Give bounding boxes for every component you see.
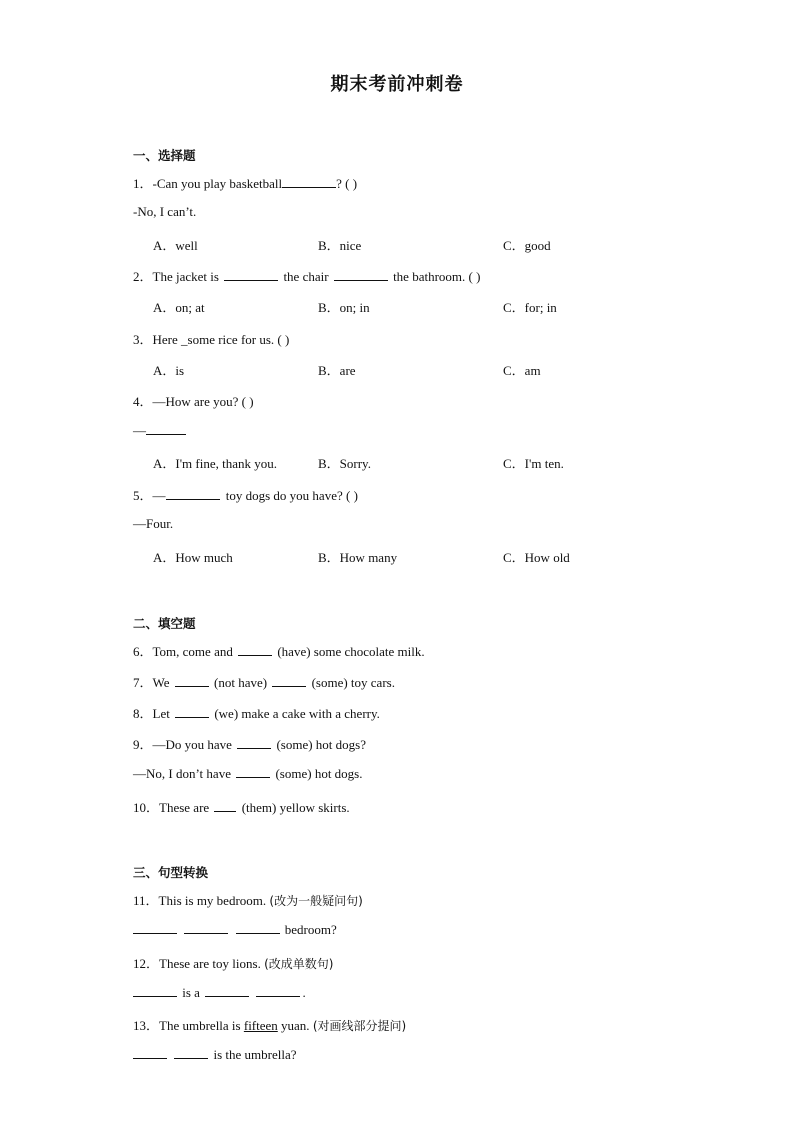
question-number: 11． [133,893,159,908]
question-text: ? ( ) [336,176,358,191]
option-c[interactable]: C．for; in [503,300,557,315]
answer-blank[interactable] [282,175,336,188]
option-a[interactable]: A．well [153,238,198,253]
answer-blank[interactable] [205,984,249,997]
answer-blank[interactable] [175,705,209,718]
question-text: is a [182,985,200,1000]
option-c[interactable]: C．am [503,363,541,378]
question-text: (them) yellow skirts. [241,800,350,815]
question-11 [133,890,363,909]
question-text: This is my bedroom. [158,893,267,908]
question-number: 7． [133,675,153,690]
option-a[interactable]: A．on; at [153,300,205,315]
question-text: —How are you? ( ) [152,394,254,409]
question-4 [133,391,254,410]
answer-blank[interactable] [237,736,271,749]
question-10 [133,797,350,816]
question-text: -Can you play basketball [152,176,283,191]
answer-blank[interactable] [214,799,236,812]
question-4-reply [133,422,186,439]
question-text: is the umbrella? [213,1047,297,1062]
question-1 [133,173,357,192]
question-text: —Do you have [152,737,232,752]
answer-blank[interactable] [133,921,177,934]
question-text: (we) make a cake with a cherry. [214,706,380,721]
question-number: 8． [133,706,153,721]
option-b[interactable]: B．How many [318,550,398,565]
question-number: 2． [133,269,153,284]
option-b[interactable]: B．nice [318,238,362,253]
question-9 [133,734,366,753]
option-a[interactable]: A．I'm fine, thank you. [153,456,278,471]
question-12 [133,953,333,972]
question-11-answer [133,921,337,938]
question-text: These are [159,800,210,815]
question-5 [133,485,358,504]
dash: — [152,488,166,503]
section-heading-choice: 一、选择题 [133,148,196,163]
question-text: (some) hot dogs? [276,737,366,752]
question-number: 12． [133,956,160,971]
question-8 [133,703,380,722]
answer-blank[interactable] [224,268,278,281]
question-text: the chair [283,269,329,284]
option-c[interactable]: C．good [503,238,551,253]
answer-blank[interactable] [166,487,220,500]
question-text: toy dogs do you have? ( ) [225,488,358,503]
section-heading-fill: 二、填空题 [133,616,196,631]
question-text: The umbrella is [159,1018,244,1033]
question-text: Here _some rice for us. ( ) [152,332,290,347]
question-text: the bathroom. ( ) [393,269,481,284]
question-number: 1． [133,176,153,191]
dash: — [133,423,146,438]
option-a[interactable]: A．How much [153,550,233,565]
answer-blank[interactable] [272,674,306,687]
question-text: . [302,985,306,1000]
question-number: 4． [133,394,153,409]
question-number: 9． [133,737,153,752]
answer-blank[interactable] [174,1046,208,1059]
section-heading-transform: 三、句型转换 [133,865,209,880]
question-13-answer [133,1046,297,1063]
question-text: (some) toy cars. [311,675,395,690]
question-hint: (对画线部分提问) [312,1019,407,1033]
question-number: 6． [133,644,153,659]
question-7 [133,672,395,691]
question-text: Tom, come and [152,644,233,659]
question-12-answer [133,984,306,1001]
option-a[interactable]: A．is [153,363,185,378]
question-number: 3． [133,332,153,347]
answer-blank[interactable] [238,643,272,656]
question-text: (have) some chocolate milk. [277,644,425,659]
answer-blank[interactable] [175,674,209,687]
question-number: 10． [133,800,160,815]
question-hint: (改为一般疑问句) [269,894,363,908]
question-number: 5． [133,488,153,503]
question-text: We [152,675,170,690]
answer-blank[interactable] [236,921,280,934]
question-5-reply: —Four. [133,516,174,531]
answer-blank[interactable] [334,268,388,281]
question-number: 13． [133,1018,160,1033]
question-13 [133,1015,406,1034]
question-text: bedroom? [284,922,337,937]
underlined-word: fifteen [243,1018,278,1033]
option-b[interactable]: B．are [318,363,356,378]
answer-blank[interactable] [256,984,300,997]
option-b[interactable]: B．Sorry. [318,456,371,471]
question-9-reply [133,765,363,782]
answer-blank[interactable] [146,422,186,435]
question-6 [133,641,425,660]
answer-blank[interactable] [184,921,228,934]
question-hint: (改成单数句) [264,957,334,971]
question-text: These are toy lions. [159,956,261,971]
option-c[interactable]: C．I'm ten. [503,456,564,471]
question-text: (some) hot dogs. [275,766,363,781]
question-text: —No, I don’t have [133,766,231,781]
question-text: The jacket is [152,269,219,284]
question-text: Let [152,706,170,721]
answer-blank[interactable] [133,984,177,997]
page-title: 期末考前冲刺卷 [330,74,464,95]
answer-blank[interactable] [133,1046,167,1059]
option-c[interactable]: C．How old [503,550,570,565]
question-2 [133,266,480,285]
answer-blank[interactable] [236,765,270,778]
question-3 [133,329,289,348]
question-text: (not have) [214,675,268,690]
question-1-reply: -No, I can’t. [133,204,197,219]
question-text: yuan. [277,1018,310,1033]
option-b[interactable]: B．on; in [318,300,370,315]
